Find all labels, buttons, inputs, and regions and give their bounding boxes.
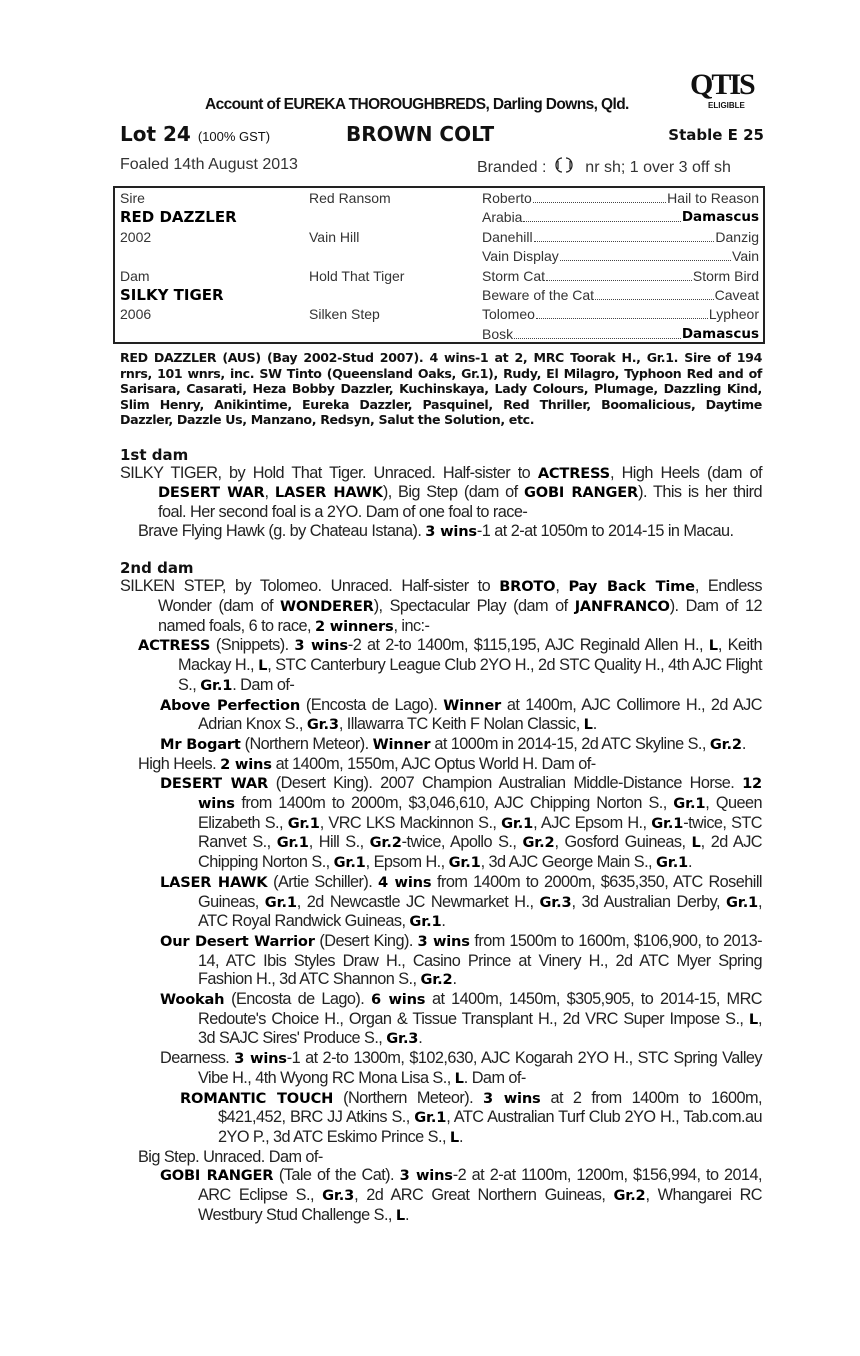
bold-text: 3 wins — [294, 637, 348, 655]
text: from 1500m to 1600m, $106,900, to 2013-14, ATC Ibis Styles Draw H., Casino Prince at Vinery H., 2d ATC Myer Spring Fashion H., 3d ATC Shannon S., — [198, 931, 763, 989]
bold-text: L — [708, 637, 718, 655]
bold-text: L — [748, 1010, 759, 1028]
text: . — [418, 1029, 423, 1048]
pedigree-ggp-left: Storm Cat — [482, 267, 546, 284]
text: , 2d AJC Chipping Norton S., — [198, 833, 762, 872]
text: . — [741, 734, 746, 753]
dotted-leader — [536, 305, 708, 319]
dotted-leader — [546, 267, 692, 281]
pedigree-grandparent: Red Ransom — [309, 190, 391, 206]
first-dam-section — [120, 446, 762, 542]
produce-record — [120, 735, 762, 755]
text: at 2 from 1400m to 1600m, $421,452, BRC JJ Atkins S., — [218, 1088, 762, 1127]
brand-mark-icon — [555, 156, 573, 174]
produce-record — [120, 873, 762, 932]
text: , VRC LKS Mackinnon S., — [319, 813, 502, 832]
text: , Queen Elizabeth S., — [198, 794, 762, 832]
text: . Dam of- — [232, 675, 295, 694]
dotted-leader — [534, 228, 715, 242]
pedigree-ggp-left: Roberto — [482, 190, 532, 206]
text: at 1400m, 1450m, $305,905, to 2014-15, MRC Redoute's Choice H., Organ & Tissue Transplant H., 2d VRC Super Impose S., — [198, 990, 762, 1028]
text: , ATC Royal Randwick Guineas, — [198, 892, 762, 931]
pedigree-great-grandparents — [482, 189, 759, 208]
second-dam-section — [120, 559, 762, 1225]
brand-info — [477, 156, 731, 177]
bold-text: Mr Bogart — [160, 735, 241, 753]
bold-text: L — [454, 1069, 464, 1087]
text: . — [405, 1205, 409, 1224]
bold-text: BROTO — [499, 578, 556, 596]
bold-text: Our Desert Warrior — [160, 932, 315, 950]
qtis-eligible-logo — [690, 70, 766, 114]
pedigree-grandparent: Vain Hill — [309, 228, 360, 245]
produce-record — [120, 1148, 762, 1167]
text: , 3d Australian Derby, — [571, 892, 727, 911]
dam-heading: 1st dam — [120, 445, 189, 464]
bold-text: L — [449, 1129, 460, 1146]
text: ), Big Step (dam of — [382, 483, 524, 502]
text: SILKEN STEP, by Tolomeo. Unraced. Half-sister to — [120, 577, 500, 596]
text: , — [555, 577, 569, 596]
bold-text: 3 wins — [417, 932, 470, 950]
vendor-account: Account of EUREKA THOROUGHBREDS, Darling Downs, Qld. — [205, 96, 629, 113]
pedigree-row — [115, 208, 763, 228]
produce-record — [120, 522, 762, 542]
logo-text: QTIS — [690, 68, 754, 101]
pedigree-great-grandparents — [482, 267, 759, 286]
bold-text: 12 wins — [198, 775, 762, 813]
gst-note: (100% GST) — [197, 129, 271, 144]
pedigree-ggp-right: Danzig — [715, 228, 759, 245]
text: , Whangarei RC Westbury Stud Challenge S., — [198, 1186, 762, 1224]
produce-record — [120, 1089, 762, 1148]
bold-text: Gr.3 — [306, 716, 339, 734]
produce-record — [120, 1166, 762, 1225]
bold-text: Gr.3 — [322, 1187, 355, 1205]
pedigree-row — [115, 247, 763, 267]
pedigree-ggp-right: Damascus — [681, 325, 759, 342]
text: (Northern Meteor). — [240, 734, 373, 753]
text: , Endless Wonder (dam of — [158, 577, 762, 616]
bold-text: 6 wins — [370, 991, 426, 1009]
bold-text: Gr.1 — [501, 814, 534, 832]
pedigree-great-grandparents — [482, 228, 759, 247]
pedigree-great-grandparents — [482, 286, 759, 305]
bold-text: Gr.1 — [409, 913, 442, 931]
text: . — [592, 715, 597, 734]
text: -1 at 2-to 1300m, $102,630, AJC Kogarah 2YO H., STC Spring Valley Vibe H., 4th Wyong RC Mona Lisa S., — [198, 1049, 762, 1087]
pedigree-row — [115, 267, 763, 287]
text: (Snippets). — [210, 636, 295, 655]
text: ), Spectacular Play (dam of — [373, 597, 575, 616]
bold-text: Gr.2 — [420, 971, 453, 989]
text: . — [459, 1128, 463, 1146]
bold-text: Gr.1 — [673, 795, 706, 813]
brand-text: nr sh; 1 over 3 off sh — [585, 159, 731, 176]
bold-text: Gr.3 — [386, 1030, 419, 1048]
dam-heading: 2nd dam — [120, 559, 194, 578]
text: , High Heels (dam of — [609, 463, 762, 482]
dotted-leader — [523, 208, 680, 222]
bold-text: Gr.1 — [726, 893, 759, 911]
pedigree-ggp-left: Vain Display — [482, 248, 559, 265]
text: , 3d AJC George Main S., — [480, 853, 656, 872]
pedigree-ggp-right: Hail to Reason — [667, 190, 759, 206]
pedigree-parent: Sire — [120, 190, 145, 206]
text: -2 at 2-at 1100m, 1200m, $156,994, to 2014, ARC Eclipse S., — [198, 1166, 763, 1205]
text: ). This is her third foal. Her second foal is a 2YO. Dam of one foal to race- — [158, 483, 763, 521]
bold-text: 2 winners — [314, 617, 394, 635]
bold-text: 4 wins — [377, 873, 432, 891]
text: (Northern Meteor). — [333, 1088, 483, 1107]
bold-text: Gr.1 — [200, 676, 233, 694]
bold-text: Gr.1 — [414, 1109, 447, 1127]
produce-record — [120, 1049, 762, 1088]
bold-text: ACTRESS — [537, 464, 610, 482]
bold-text: GOBI RANGER — [160, 1167, 274, 1185]
bold-text: DESERT WAR — [158, 484, 265, 502]
text: at 1400m, AJC Collimore H., 2d AJC Adrian Knox S., — [198, 695, 762, 734]
bold-text: GOBI RANGER — [523, 484, 639, 502]
pedigree-grandparent: Hold That Tiger — [309, 267, 405, 284]
text: , ATC Australian Turf Club 2YO H., Tab.com.au 2YO P., 3d ATC Eskimo Prince S., — [218, 1108, 762, 1146]
pedigree-ggp-right: Vain — [732, 248, 759, 265]
bold-text: Gr.2 — [369, 834, 402, 852]
text: SILKY TIGER, by Hold That Tiger. Unraced. Half-sister to — [120, 463, 538, 482]
text: (Encosta de Lago). — [300, 695, 444, 714]
produce-record — [120, 774, 762, 873]
text: at 1400m, 1550m, AJC Optus World H. Dam of- — [271, 754, 596, 773]
text: , 2d Newcastle JC Newmarket H., — [296, 892, 540, 911]
bold-text: Gr.1 — [287, 814, 320, 832]
stable-location: Stable E 25 — [668, 126, 764, 144]
bold-text: Gr.1 — [264, 893, 297, 911]
branded-label: Branded : — [477, 159, 547, 176]
text: Big Step. Unraced. Dam of- — [138, 1147, 323, 1166]
pedigree-row — [115, 228, 763, 248]
text: , Hill S., — [308, 833, 370, 852]
bold-text: Gr.1 — [448, 854, 481, 872]
produce-record — [120, 464, 762, 522]
pedigree-grandparent: Silken Step — [309, 306, 380, 323]
lot-number — [120, 122, 270, 146]
bold-text: Gr.2 — [709, 735, 742, 753]
bold-text: Gr.2 — [613, 1187, 646, 1205]
text: ). Dam of 12 named foals, 6 to race, — [158, 597, 762, 635]
logo-subtext: ELIGIBLE — [708, 101, 745, 110]
text: , AJC Epsom H., — [533, 813, 652, 832]
bold-text: WONDERER — [280, 598, 374, 616]
pedigree-row — [115, 305, 763, 325]
pedigree-great-grandparents — [482, 208, 759, 227]
bold-text: Gr.2 — [522, 834, 555, 852]
text: , — [264, 483, 275, 502]
text: , Gosford Guineas, — [554, 833, 692, 852]
pedigree-great-grandparents — [482, 305, 759, 324]
pedigree-parent: SILKY TIGER — [120, 286, 224, 304]
pedigree-parent: 2002 — [120, 228, 152, 245]
dotted-leader — [560, 247, 731, 261]
text: High Heels. — [138, 754, 221, 773]
pedigree-ggp-left: Tolomeo — [482, 306, 535, 323]
text: (Encosta de Lago). — [224, 990, 371, 1009]
bold-text: ACTRESS — [138, 637, 211, 655]
bold-text: JANFRANCO — [574, 598, 670, 616]
bold-text: L — [691, 834, 701, 852]
pedigree-ggp-left: Bosk — [482, 325, 514, 342]
bold-text: Above Perfection — [160, 696, 301, 714]
produce-record — [120, 990, 762, 1049]
text: , inc:- — [393, 616, 430, 635]
text: (Desert King). 2007 Champion Australian Middle-Distance Horse. — [267, 774, 743, 793]
lot-header — [120, 122, 764, 150]
text: Dearness. — [160, 1049, 235, 1068]
text: , Illawarra TC Keith F Nolan Classic, — [338, 715, 584, 734]
text: , Keith Mackay H., — [178, 636, 762, 675]
text: , STC Canterbury League Club 2YO H., 2d STC Quality H., 4th AJC Flight S., — [178, 656, 762, 694]
text: at 1000m in 2014-15, 2d ATC Skyline S., — [430, 734, 710, 753]
pedigree-great-grandparents — [482, 325, 759, 344]
bold-text: Gr.1 — [656, 854, 688, 872]
text: (Desert King). — [314, 931, 418, 950]
pedigree-great-grandparents — [482, 247, 759, 266]
bold-text: 3 wins — [234, 1050, 287, 1068]
lot-label: Lot 24 — [120, 122, 191, 146]
text: . — [441, 912, 446, 931]
text: . — [688, 853, 692, 872]
bold-text: L — [258, 657, 268, 675]
bold-text: 3 wins — [425, 522, 477, 540]
sire-summary: RED DAZZLER (AUS) (Bay 2002-Stud 2007). 4 wins-1 at 2, MRC Toorak H., Gr.1. Sire of 194 rnrs, 101 wnrs, inc. SW Tinto (Queensland Oaks, Gr.1), Rudy, El Milagro, Typhoon Red and of Sarisara, Casarati, Heza Bobby Dazzler, Kuchinskaya, Lady Colours, Plumage, Dazzling Kind, Slim Henry, Anikintime, Eureka Dazzler, Pasquinel, Red Thriller, Boomalicious, Daytime Dazzler, Dazzle Us, Manzano, Redsyn, Salut the Solution, etc. — [120, 350, 762, 427]
text: from 1400m to 2000m, $3,046,610, AJC Chipping Norton S., — [234, 794, 674, 813]
text: . Dam of- — [463, 1068, 526, 1087]
text: , Epsom H., — [365, 853, 449, 872]
dotted-leader — [533, 189, 666, 203]
bold-text: Gr.3 — [539, 893, 572, 911]
pedigree-ggp-right: Lypheor — [708, 306, 759, 323]
pedigree-ggp-left: Beware of the Cat — [482, 287, 595, 303]
pedigree-ggp-left: Danehill — [482, 228, 533, 245]
text: , 2d ARC Great Northern Guineas, — [354, 1186, 614, 1205]
bold-text: Gr.1 — [276, 834, 309, 852]
bold-text: LASER HAWK — [160, 873, 268, 891]
horse-description: BROWN COLT — [346, 122, 495, 146]
text: -1 at 2-at 1050m to 2014-15 in Macau. — [476, 521, 734, 540]
dotted-leader — [595, 286, 714, 300]
produce-record — [120, 696, 762, 735]
bold-text: L — [583, 716, 593, 734]
pedigree-table — [113, 186, 765, 344]
produce-record — [120, 932, 762, 990]
bold-text: 3 wins — [482, 1089, 541, 1107]
pedigree-ggp-right: Caveat — [714, 287, 759, 303]
pedigree-ggp-right: Storm Bird — [692, 267, 759, 284]
bold-text: L — [395, 1206, 405, 1224]
produce-record — [120, 577, 762, 636]
bold-text: DESERT WAR — [160, 775, 268, 793]
pedigree-row — [115, 325, 763, 345]
pedigree-ggp-left: Arabia — [482, 209, 523, 226]
text: (Artie Schiller). — [267, 872, 378, 891]
text: -twice, Apollo S., — [401, 833, 523, 852]
dotted-leader — [514, 325, 681, 339]
text: -2 at 2-to 1400m, $115,195, AJC Reginald Allen H., — [347, 636, 709, 655]
text: from 1400m to 2000m, $635,350, ATC Rosehill Guineas, — [198, 872, 762, 911]
produce-record — [120, 755, 762, 775]
text: . — [452, 970, 457, 989]
text: Brave Flying Hawk (g. by Chateau Istana). — [138, 521, 426, 540]
bold-text: ROMANTIC TOUCH — [180, 1089, 334, 1107]
catalogue-body — [120, 350, 762, 1226]
text: -twice, STC Ranvet S., — [198, 813, 763, 852]
pedigree-parent: Dam — [120, 267, 150, 284]
bold-text: Gr.1 — [333, 854, 366, 872]
text: , 3d SAJC Sires' Produce S., — [198, 1009, 762, 1048]
bold-text: LASER HAWK — [274, 484, 383, 502]
foaling-date: Foaled 14th August 2013 — [120, 156, 298, 173]
bold-text: Gr.1 — [651, 814, 684, 832]
bold-text: Winner — [372, 735, 431, 753]
pedigree-parent: RED DAZZLER — [120, 208, 237, 227]
pedigree-row — [115, 189, 763, 209]
pedigree-row — [115, 286, 763, 306]
bold-text: 2 wins — [220, 755, 272, 773]
pedigree-parent: 2006 — [120, 306, 152, 323]
bold-text: Winner — [443, 696, 502, 714]
bold-text: Pay Back Time — [568, 578, 695, 596]
bold-text: 3 wins — [399, 1167, 453, 1185]
produce-record — [120, 636, 762, 695]
pedigree-ggp-right: Damascus — [681, 209, 759, 226]
text: (Tale of the Cat). — [273, 1166, 400, 1185]
bold-text: Wookah — [160, 991, 225, 1009]
